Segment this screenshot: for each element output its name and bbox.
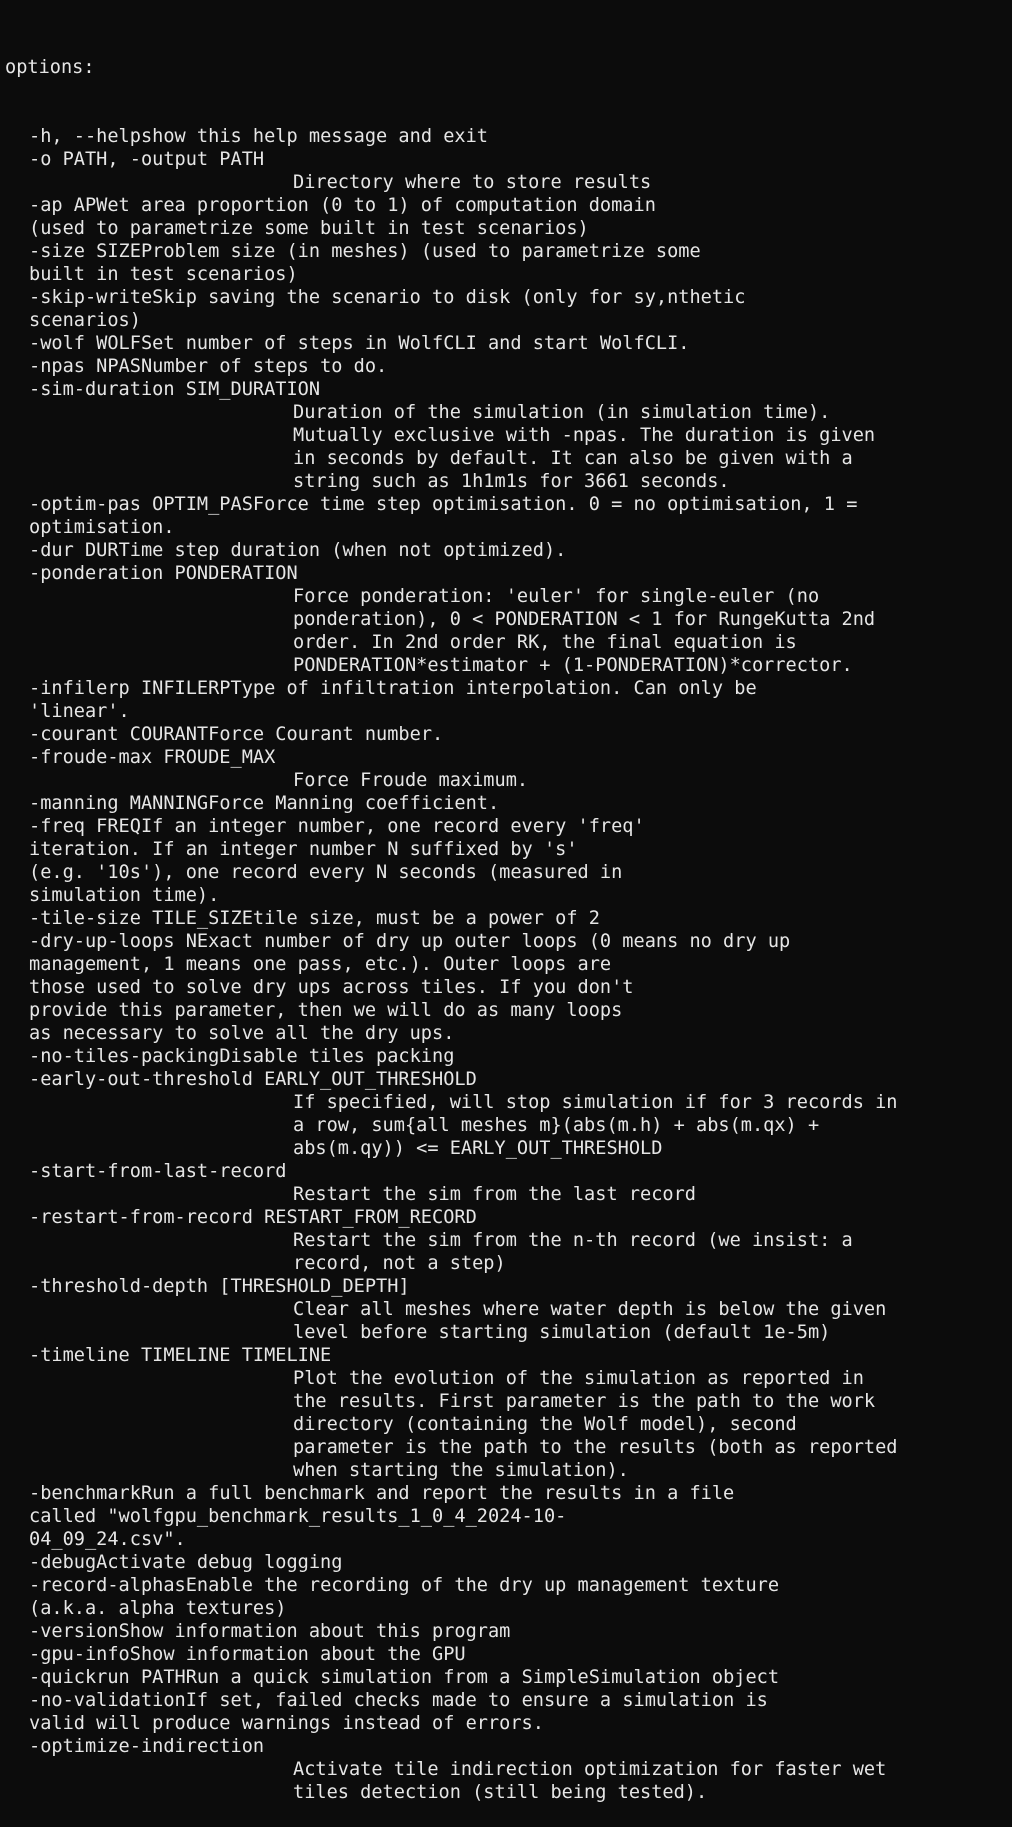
option-description-line: tiles detection (still being tested). (293, 1782, 708, 1803)
option-flag: -no-tiles-packing (29, 1046, 220, 1067)
option-description-line: when starting the simulation). (293, 1460, 629, 1481)
option-description-line: Force Courant number. (208, 724, 444, 745)
option-description-line: directory (containing the Wolf model), second (293, 1414, 797, 1435)
option-flag: -ap AP (29, 195, 97, 216)
option-description-line: scenarios) (29, 310, 141, 331)
option-entry (5, 378, 1012, 493)
option-flag: -restart-from-record RESTART_FROM_RECORD (29, 1207, 477, 1228)
option-description-line: Clear all meshes where water depth is below the given (293, 1299, 887, 1320)
option-entry (5, 286, 1012, 332)
option-entry (5, 1160, 1012, 1206)
option-flag: -manning MANNING (29, 793, 209, 814)
option-description-line: Wet area proportion (0 to 1) of computation domain (96, 195, 656, 216)
option-entry (5, 194, 1012, 240)
option-entry (5, 1045, 1012, 1068)
option-description-line: Enable the recording of the dry up management texture (185, 1575, 780, 1596)
option-description-line: show this help message and exit (140, 126, 488, 147)
option-description-line: valid will produce warnings instead of errors. (29, 1713, 544, 1734)
option-description-line: Skip saving the scenario to disk (only for sy,nthetic (152, 287, 746, 308)
option-description-line: record, not a step) (293, 1253, 506, 1274)
option-flag: -dry-up-loops N (29, 931, 197, 952)
option-flag: -version (29, 1621, 119, 1642)
option-description-line: Time step duration (when not optimized). (118, 540, 567, 561)
options-header: options: (5, 57, 95, 78)
option-description-line: level before starting simulation (default 1e-5m) (293, 1322, 831, 1343)
option-description-line: ponderation), 0 < PONDERATION < 1 for RungeKutta 2nd (293, 609, 876, 630)
option-description-line: Run a quick simulation from a SimpleSimulation object (185, 1667, 780, 1688)
option-flag: -tile-size TILE_SIZE (29, 908, 253, 929)
option-description-line: Directory where to store results (293, 172, 652, 193)
option-entry (5, 332, 1012, 355)
option-flag: -benchmark (29, 1483, 141, 1504)
option-flag: -debug (29, 1552, 97, 1573)
option-entry (5, 1206, 1012, 1275)
option-description-line: 'linear'. (29, 701, 130, 722)
option-flag: -no-validation (29, 1690, 186, 1711)
option-entry (5, 746, 1012, 792)
option-description-line: Disable tiles packing (219, 1046, 455, 1067)
option-description-line: Problem size (in meshes) (used to parametrize some (140, 241, 701, 262)
option-description-line: management, 1 means one pass, etc.). Outer loops are (29, 954, 612, 975)
option-entry (5, 1551, 1012, 1574)
option-flag: -sim-duration SIM_DURATION (29, 379, 321, 400)
option-description-line: as necessary to solve all the dry ups. (29, 1023, 455, 1044)
option-entry (5, 125, 1012, 148)
option-description-line: tile size, must be a power of 2 (252, 908, 600, 929)
option-flag: -record-alphas (29, 1575, 186, 1596)
option-entry (5, 355, 1012, 378)
option-description-line: (used to parametrize some built in test scenarios) (29, 218, 589, 239)
option-flag: -ponderation PONDERATION (29, 563, 298, 584)
option-description-line: optimisation. (29, 517, 175, 538)
option-description-line: (e.g. '10s'), one record every N seconds (measured in (29, 862, 623, 883)
option-flag: -quickrun PATH (29, 1667, 186, 1688)
option-description-line: Exact number of dry up outer loops (0 means no dry up (196, 931, 791, 952)
option-flag: -h, --help (29, 126, 141, 147)
option-description-line: Force time step optimisation. 0 = no optimisation, 1 = (252, 494, 858, 515)
option-entry (5, 1482, 1012, 1551)
option-flag: -wolf WOLF (29, 333, 141, 354)
option-description-line: a row, sum{all meshes m}(abs(m.h) + abs(m.qx) + (293, 1115, 820, 1136)
option-entry (5, 1620, 1012, 1643)
option-flag: -early-out-threshold EARLY_OUT_THRESHOLD (29, 1069, 477, 1090)
option-description-line: Show information about the GPU (129, 1644, 466, 1665)
option-flag: -skip-write (29, 287, 153, 308)
option-description-line: If an integer number, one record every 'freq' (140, 816, 645, 837)
option-description-line: order. In 2nd order RK, the final equation is (293, 632, 797, 653)
option-description-line: If specified, will stop simulation if for 3 records in (293, 1092, 898, 1113)
option-entry (5, 240, 1012, 286)
option-description-line: those used to solve dry ups across tiles. If you don't (29, 977, 634, 998)
option-description-line: Number of steps to do. (140, 356, 388, 377)
option-flag: -dur DUR (29, 540, 119, 561)
option-flag: -optimize-indirection (29, 1736, 265, 1757)
option-description-line: Plot the evolution of the simulation as reported in (293, 1368, 864, 1389)
option-description-line: If set, failed checks made to ensure a simulation is (185, 1690, 768, 1711)
option-entry (5, 1666, 1012, 1689)
option-description-line: Mutually exclusive with -npas. The duration is given (293, 425, 876, 446)
option-flag: -froude-max FROUDE_MAX (29, 747, 276, 768)
option-description-line: (a.k.a. alpha textures) (29, 1598, 287, 1619)
option-entry (5, 539, 1012, 562)
option-entry (5, 815, 1012, 907)
option-flag: -size SIZE (29, 241, 141, 262)
option-entry (5, 1735, 1012, 1804)
option-description-line: Force Froude maximum. (293, 770, 529, 791)
option-description-line: iteration. If an integer number N suffixed by 's' (29, 839, 578, 860)
option-entry (5, 907, 1012, 930)
option-entry (5, 1689, 1012, 1735)
option-flag: -infilerp INFILERP (29, 678, 231, 699)
option-flag: -optim-pas OPTIM_PAS (29, 494, 253, 515)
option-description-line: string such as 1h1m1s for 3661 seconds. (293, 471, 730, 492)
option-entry (5, 1643, 1012, 1666)
option-description-line: PONDERATION*estimator + (1-PONDERATION)*corrector. (293, 655, 853, 676)
options-list (5, 125, 1012, 1804)
option-description-line: Duration of the simulation (in simulation time). (293, 402, 831, 423)
option-description-line: in seconds by default. It can also be given with a (293, 448, 853, 469)
option-entry (5, 792, 1012, 815)
option-entry (5, 148, 1012, 194)
option-flag: -npas NPAS (29, 356, 141, 377)
option-flag: -gpu-info (29, 1644, 130, 1665)
option-entry (5, 1344, 1012, 1482)
option-description-line: simulation time). (29, 885, 220, 906)
option-flag: -freq FREQ (29, 816, 141, 837)
option-flag: -courant COURANT (29, 724, 209, 745)
option-entry (5, 562, 1012, 677)
option-entry (5, 1275, 1012, 1344)
option-description-line: called "wolfgpu_benchmark_results_1_0_4_2024-10- (29, 1506, 567, 1527)
option-description-line: Force ponderation: 'euler' for single-euler (no (293, 586, 820, 607)
option-description-line: abs(m.qy)) <= EARLY_OUT_THRESHOLD (293, 1138, 663, 1159)
option-description-line: the results. First parameter is the path to the work (293, 1391, 876, 1412)
option-flag: -timeline TIMELINE TIMELINE (29, 1345, 332, 1366)
option-description-line: Restart the sim from the last record (293, 1184, 696, 1205)
option-description-line: parameter is the path to the results (both as reported (293, 1437, 898, 1458)
option-entry (5, 1574, 1012, 1620)
option-entry (5, 677, 1012, 723)
option-description-line: Activate tile indirection optimization for faster wet (293, 1759, 887, 1780)
option-description-line: 04_09_24.csv". (29, 1529, 186, 1550)
option-description-line: Show information about this program (118, 1621, 511, 1642)
option-description-line: Set number of steps in WolfCLI and start WolfCLI. (140, 333, 690, 354)
option-flag: -threshold-depth [THRESHOLD_DEPTH] (29, 1276, 410, 1297)
option-entry (5, 1068, 1012, 1160)
option-entry (5, 930, 1012, 1045)
option-description-line: built in test scenarios) (29, 264, 298, 285)
option-description-line: Restart the sim from the n-th record (we insist: a (293, 1230, 853, 1251)
option-entry (5, 493, 1012, 539)
option-description-line: Run a full benchmark and report the results in a file (140, 1483, 735, 1504)
option-description-line: Activate debug logging (96, 1552, 343, 1573)
option-description-line: Type of infiltration interpolation. Can only be (230, 678, 757, 699)
option-flag: -o PATH, -output PATH (29, 149, 265, 170)
option-entry (5, 723, 1012, 746)
option-description-line: Force Manning coefficient. (208, 793, 500, 814)
option-flag: -start-from-last-record (29, 1161, 287, 1182)
option-description-line: provide this parameter, then we will do as many loops (29, 1000, 623, 1021)
